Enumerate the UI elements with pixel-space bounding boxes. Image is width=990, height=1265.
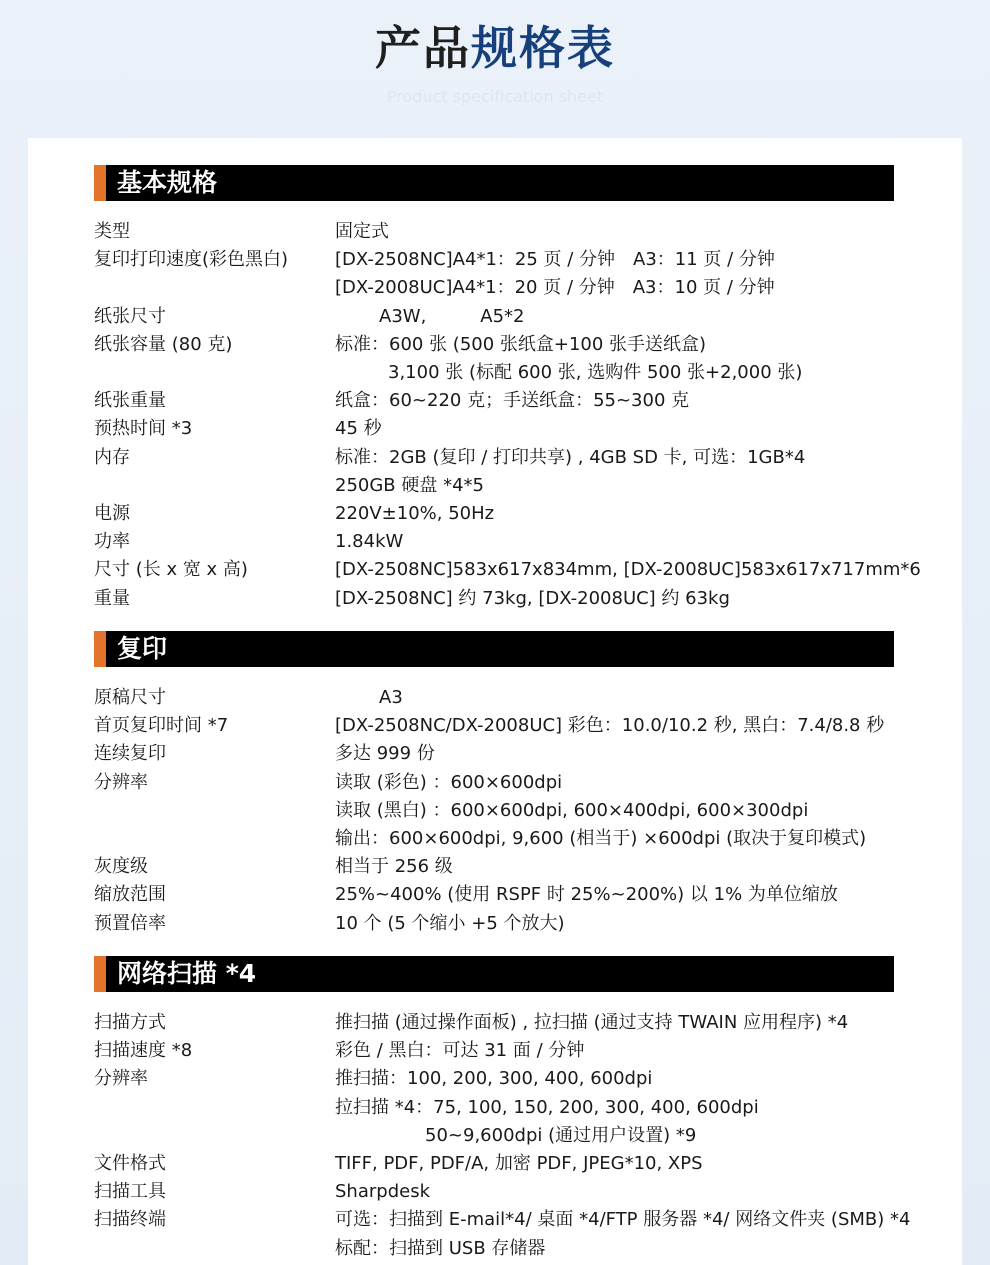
spec-row-paper-capacity (94, 331, 894, 387)
section-basic-specs (94, 165, 921, 613)
spec-label: 重量 (94, 587, 130, 609)
spec-value (335, 853, 894, 881)
spec-value (335, 1009, 894, 1037)
spec-value-line: 固定式 (335, 221, 389, 242)
spec-value-line: [DX-2508NC/DX-2008UC] 彩色：10.0/10.2 秒, 黑白：7.4/8.8 秒 (335, 715, 885, 737)
spec-table (94, 684, 894, 938)
section-heading: 网络扫描 *4 (117, 959, 257, 988)
spec-value (335, 246, 894, 302)
spec-value-line: A3W, A5*2 (379, 305, 525, 327)
spec-row-dimensions (94, 556, 921, 584)
spec-value-line: 标准：2GB (复印 / 打印共享) , 4GB SD 卡, 可选：1GB*4 (335, 446, 806, 468)
spec-row-zoom-range (94, 881, 894, 909)
spec-value-line: Sharpdesk (335, 1181, 430, 1203)
section-heading: 复印 (117, 634, 168, 663)
spec-value-line: [DX-2508NC] 约 73kg, [DX-2008UC] 约 63kg (335, 587, 730, 609)
spec-label: 类型 (94, 221, 130, 242)
spec-value (335, 712, 894, 740)
spec-row-speed (94, 246, 894, 302)
spec-row-power-supply (94, 500, 894, 528)
spec-label: 灰度级 (94, 856, 148, 878)
spec-label: 内存 (94, 446, 130, 468)
spec-row-scan-resolution (94, 1065, 894, 1150)
spec-label: 缩放范围 (94, 884, 166, 906)
spec-label: 预热时间 *3 (94, 418, 193, 440)
spec-value-line: 1.84kW (335, 531, 404, 553)
spec-value (335, 331, 894, 387)
spec-value-line: 相当于 256 级 (335, 856, 453, 878)
spec-value (335, 1037, 894, 1065)
spec-label: 连续复印 (94, 743, 166, 765)
spec-row-original-size (94, 684, 894, 712)
spec-label: 功率 (94, 531, 130, 553)
spec-value-line: 250GB 硬盘 *4*5 (335, 474, 485, 496)
spec-row-scan-tool (94, 1178, 894, 1206)
spec-value-line: 推扫描 (通过操作面板) , 拉扫描 (通过支持 TWAIN 应用程序) *4 (335, 1012, 849, 1033)
spec-value-line: 45 秒 (335, 418, 382, 440)
spec-value (335, 740, 894, 768)
spec-row-warmup (94, 415, 894, 443)
spec-value-line: 25%~400% (使用 RSPF 时 25%~200%) 以 1% 为单位缩放 (335, 884, 838, 906)
spec-label: 尺寸 (长 x 宽 x 高) (94, 559, 248, 581)
spec-row-type (94, 218, 894, 246)
spec-value-line: 标配：扫描到 USB 存储器 (335, 1237, 546, 1259)
page-title-part1: 产品 (375, 21, 471, 75)
spec-row-power-consumption (94, 528, 894, 556)
spec-value (335, 444, 894, 500)
spec-label: 预置倍率 (94, 912, 166, 934)
spec-table (94, 1009, 911, 1263)
spec-value (335, 585, 894, 613)
spec-value-line: 纸盒：60~220 克；手送纸盒：55~300 克 (335, 390, 690, 412)
spec-label: 扫描方式 (94, 1012, 166, 1033)
spec-value (335, 1150, 894, 1178)
spec-row-weight (94, 585, 894, 613)
page-header (0, 0, 990, 138)
spec-value-line: 标准：600 张 (500 张纸盒+100 张手送纸盒) (335, 333, 707, 355)
section-copy (94, 631, 894, 938)
spec-value-line: 可选：扫描到 E-mail*4/ 桌面 *4/FTP 服务器 *4/ 网络文件夹 (SMB) *4 (335, 1209, 911, 1231)
spec-row-scan-speed (94, 1037, 894, 1065)
section-network-scan (94, 956, 911, 1263)
spec-label: 电源 (94, 503, 130, 525)
page-title (0, 18, 990, 78)
spec-label: 纸张尺寸 (94, 305, 166, 327)
spec-value (335, 415, 894, 443)
spec-value-line: [DX-2508NC]A4*1：25 页 / 分钟 A3：11 页 / 分钟 (335, 249, 775, 271)
spec-label: 纸张容量 (80 克) (94, 333, 233, 355)
spec-value-line: 输出：600×600dpi, 9,600 (相当于) ×600dpi (取决于复印模式) (335, 828, 867, 850)
spec-value (335, 500, 894, 528)
spec-row-file-format (94, 1150, 894, 1178)
spec-label: 扫描工具 (94, 1181, 166, 1203)
spec-row-grayscale (94, 853, 894, 881)
section-accent-marker (94, 165, 106, 201)
spec-value-line: [DX-2508NC]583x617x834mm, [DX-2008UC]583x617x717mm*6 (335, 559, 921, 581)
spec-label: 扫描速度 *8 (94, 1040, 193, 1062)
spec-row-scan-method (94, 1009, 894, 1037)
spec-value (335, 769, 894, 854)
section-accent-marker (94, 631, 106, 667)
spec-value (335, 1065, 894, 1150)
spec-value (335, 303, 894, 331)
spec-label: 分辨率 (94, 1068, 148, 1090)
spec-value (335, 556, 921, 584)
spec-row-memory (94, 444, 894, 500)
spec-value-line: 推扫描：100, 200, 300, 400, 600dpi (335, 1068, 653, 1090)
spec-label: 首页复印时间 *7 (94, 715, 229, 737)
spec-value (335, 881, 894, 909)
spec-table (94, 218, 921, 613)
spec-value (335, 1206, 910, 1262)
spec-row-continuous-copy (94, 740, 894, 768)
spec-value (335, 387, 894, 415)
section-header-bar (94, 956, 894, 992)
spec-row-resolution (94, 769, 894, 854)
spec-value-line: 10 个 (5 个缩小 +5 个放大) (335, 912, 565, 934)
spec-label: 扫描终端 (94, 1209, 166, 1231)
spec-row-scan-destination (94, 1206, 911, 1262)
spec-value-line: 彩色 / 黑白：可达 31 面 / 分钟 (335, 1040, 585, 1062)
page-subtitle: Product specification sheet (386, 87, 604, 106)
spec-value (335, 910, 894, 938)
spec-label: 文件格式 (94, 1153, 166, 1175)
spec-value-line: 220V±10%, 50Hz (335, 503, 495, 525)
spec-row-paper-size (94, 303, 894, 331)
section-heading: 基本规格 (117, 168, 218, 197)
spec-value-line: 多达 999 份 (335, 743, 435, 765)
spec-row-paper-weight (94, 387, 894, 415)
section-accent-marker (94, 956, 106, 992)
spec-value (335, 528, 894, 556)
spec-label: 复印打印速度(彩色黑白) (94, 249, 289, 271)
section-header-bar (94, 631, 894, 667)
spec-value (335, 684, 894, 712)
spec-value (335, 1178, 894, 1206)
spec-value-line: A3 (379, 687, 403, 708)
spec-value-line: 拉扫描 *4：75, 100, 150, 200, 300, 400, 600dpi (335, 1096, 759, 1118)
spec-value-line: 读取 (彩色) ：600×600dpi (335, 771, 563, 793)
spec-value-line: 3,100 张 (标配 600 张, 选购件 500 张+2,000 张) (388, 362, 803, 384)
page-title-part2: 规格表 (471, 21, 615, 75)
spec-label: 原稿尺寸 (94, 687, 166, 708)
section-header-bar (94, 165, 894, 201)
spec-value-line: 50~9,600dpi (通过用户设置) *9 (425, 1124, 697, 1146)
spec-row-preset-ratios (94, 910, 894, 938)
spec-value-line: TIFF, PDF, PDF/A, 加密 PDF, JPEG*10, XPS (335, 1153, 703, 1175)
spec-label: 分辨率 (94, 771, 148, 793)
spec-value-line: 读取 (黑白) ：600×600dpi, 600×400dpi, 600×300dpi (335, 799, 809, 821)
spec-row-first-copy-time (94, 712, 894, 740)
spec-value-line: [DX-2008UC]A4*1：20 页 / 分钟 A3：10 页 / 分钟 (335, 277, 775, 299)
spec-label: 纸张重量 (94, 390, 166, 412)
spec-value (335, 218, 894, 246)
